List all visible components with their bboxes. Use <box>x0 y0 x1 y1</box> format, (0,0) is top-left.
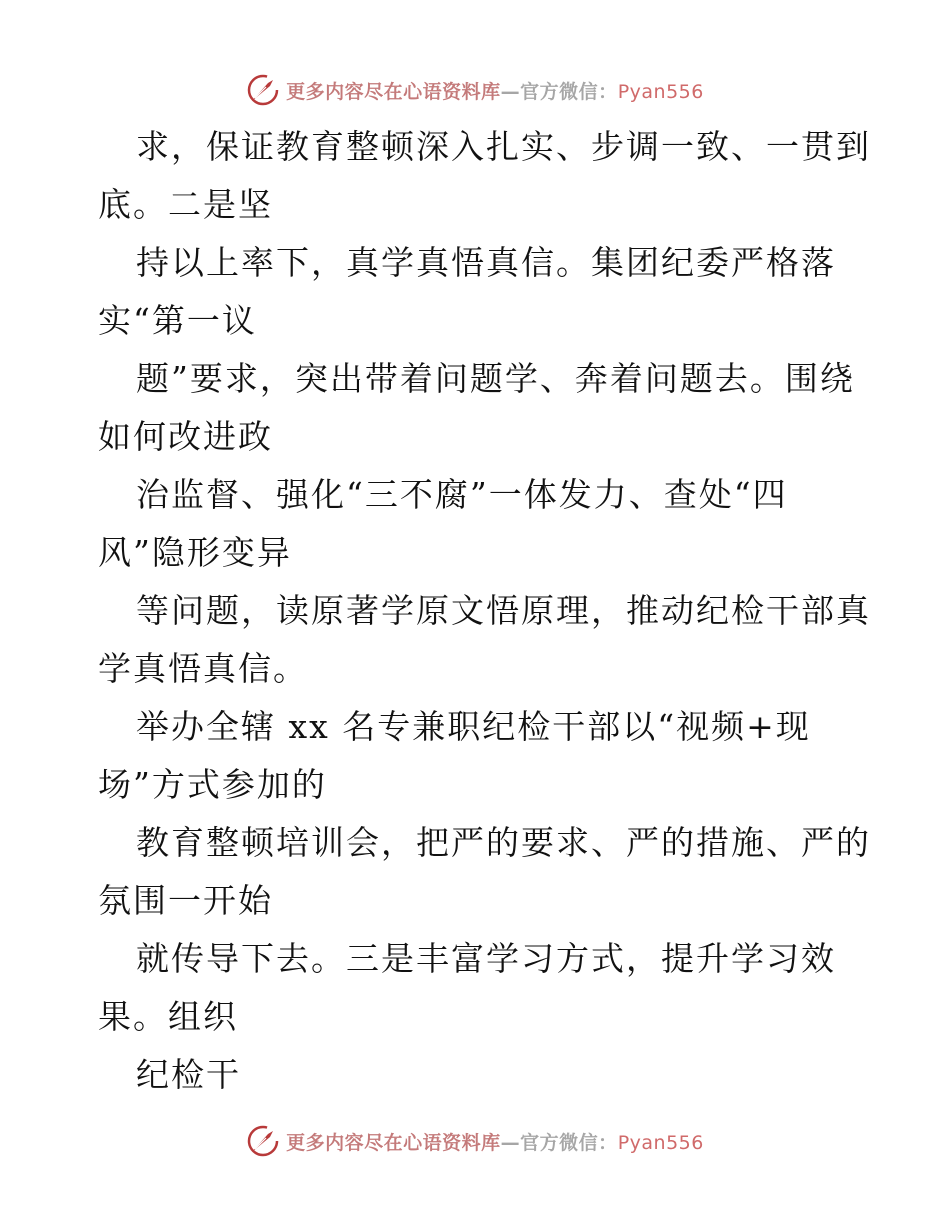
paragraph-line: 底。二是坚 <box>98 185 273 224</box>
paragraph <box>0 582 950 698</box>
watermark-wechat-id: Pyan556 <box>617 80 704 103</box>
paragraph <box>0 234 950 350</box>
paragraph <box>0 814 950 930</box>
paragraph-line: 举办全辖 xx 名专兼职纪检干部以“视频+现 <box>136 707 811 746</box>
paragraph-line: 如何改进政 <box>98 417 273 456</box>
header-watermark <box>0 70 950 110</box>
paragraph <box>0 930 950 1046</box>
paragraph-line: 教育整顿培训会，把严的要求、严的措施、严的 <box>136 823 871 862</box>
quill-pen-logo-icon <box>246 1124 280 1158</box>
footer-watermark <box>0 1121 950 1161</box>
watermark-wechat-id: Pyan556 <box>617 1131 704 1154</box>
watermark-wechat-label: —官方微信： <box>500 80 618 103</box>
paragraph <box>0 350 950 466</box>
paragraph <box>0 118 950 234</box>
paragraph <box>0 698 950 814</box>
paragraph-line: 学真悟真信。 <box>98 649 308 688</box>
quill-pen-logo-icon <box>246 73 280 107</box>
paragraph-line: 等问题，读原著学原文悟原理，推动纪检干部真 <box>136 591 871 630</box>
document-body <box>0 118 950 1104</box>
paragraph-line: 风”隐形变异 <box>98 533 292 572</box>
paragraph <box>0 466 950 582</box>
paragraph-line: 持以上率下，真学真悟真信。集团纪委严格落 <box>136 243 836 282</box>
watermark-wechat-label: —官方微信： <box>500 1131 618 1154</box>
paragraph-line: 果。组织 <box>98 997 238 1036</box>
watermark-site-text: 更多内容尽在心语资料库 <box>286 80 501 103</box>
paragraph-line: 实“第一议 <box>98 301 257 340</box>
paragraph <box>0 1046 950 1104</box>
paragraph-line: 治监督、强化“三不腐”一体发力、查处“四 <box>136 475 788 514</box>
paragraph-line: 题”要求，突出带着问题学、奔着问题去。围绕 <box>136 359 855 398</box>
paragraph-line: 求，保证教育整顿深入扎实、步调一致、一贯到 <box>136 127 871 166</box>
paragraph-line: 纪检干 <box>136 1055 241 1094</box>
paragraph-line: 就传导下去。三是丰富学习方式，提升学习效 <box>136 939 836 978</box>
watermark-site-text: 更多内容尽在心语资料库 <box>286 1131 501 1154</box>
paragraph-line: 氛围一开始 <box>98 881 273 920</box>
paragraph-line: 场”方式参加的 <box>98 765 327 804</box>
